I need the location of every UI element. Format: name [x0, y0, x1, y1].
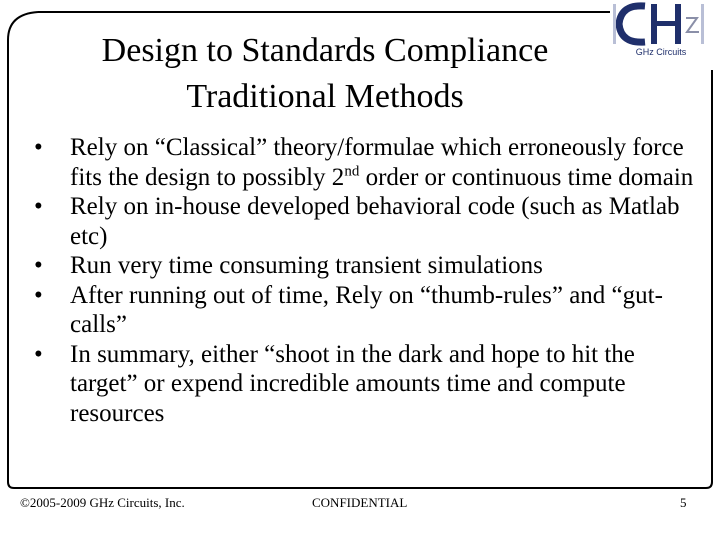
bullet-text: Rely on “Classical” theory/formulae which erroneously force fits the design to possibly 2	[70, 134, 684, 191]
bullet-superscript: nd	[344, 163, 360, 180]
footer-confidential: CONFIDENTIAL	[312, 495, 408, 510]
title-line-2: Traditional Methods	[186, 78, 464, 115]
bullet-text-cont: order or continuous time domain	[359, 163, 694, 191]
bullet-text: After running out of time, Rely on “thumb-rules” and “gut-calls”	[70, 281, 663, 338]
footer-copyright: ©2005-2009 GHz Circuits, Inc.	[20, 495, 185, 510]
footer-page-number: 5	[680, 495, 687, 510]
bullet-dot: •	[34, 134, 43, 161]
bullet-text: Run very time consuming transient simulations	[70, 252, 543, 279]
logo-text: GHz Circuits	[635, 47, 687, 57]
bullet-item	[22, 281, 702, 340]
bullet-item	[22, 340, 702, 429]
slide-title	[40, 28, 610, 120]
bullet-item	[22, 251, 702, 281]
bullet-dot: •	[34, 340, 43, 368]
bullet-list	[22, 133, 702, 428]
bullet-dot: •	[34, 193, 43, 220]
bullet-text: Rely on in-house developed behavioral code (such as Matlab etc)	[70, 193, 680, 250]
ghz-circuits-logo	[611, 0, 711, 60]
bullet-item	[22, 133, 702, 192]
title-line-1: Design to Standards Compliance	[101, 32, 549, 69]
bullet-dot: •	[34, 281, 43, 309]
bullet-text: In summary, either “shoot in the dark and hope to hit the target” or expend incredible amounts time and compute resources	[70, 340, 635, 427]
bullet-item	[22, 192, 702, 251]
bullet-dot: •	[34, 252, 43, 279]
